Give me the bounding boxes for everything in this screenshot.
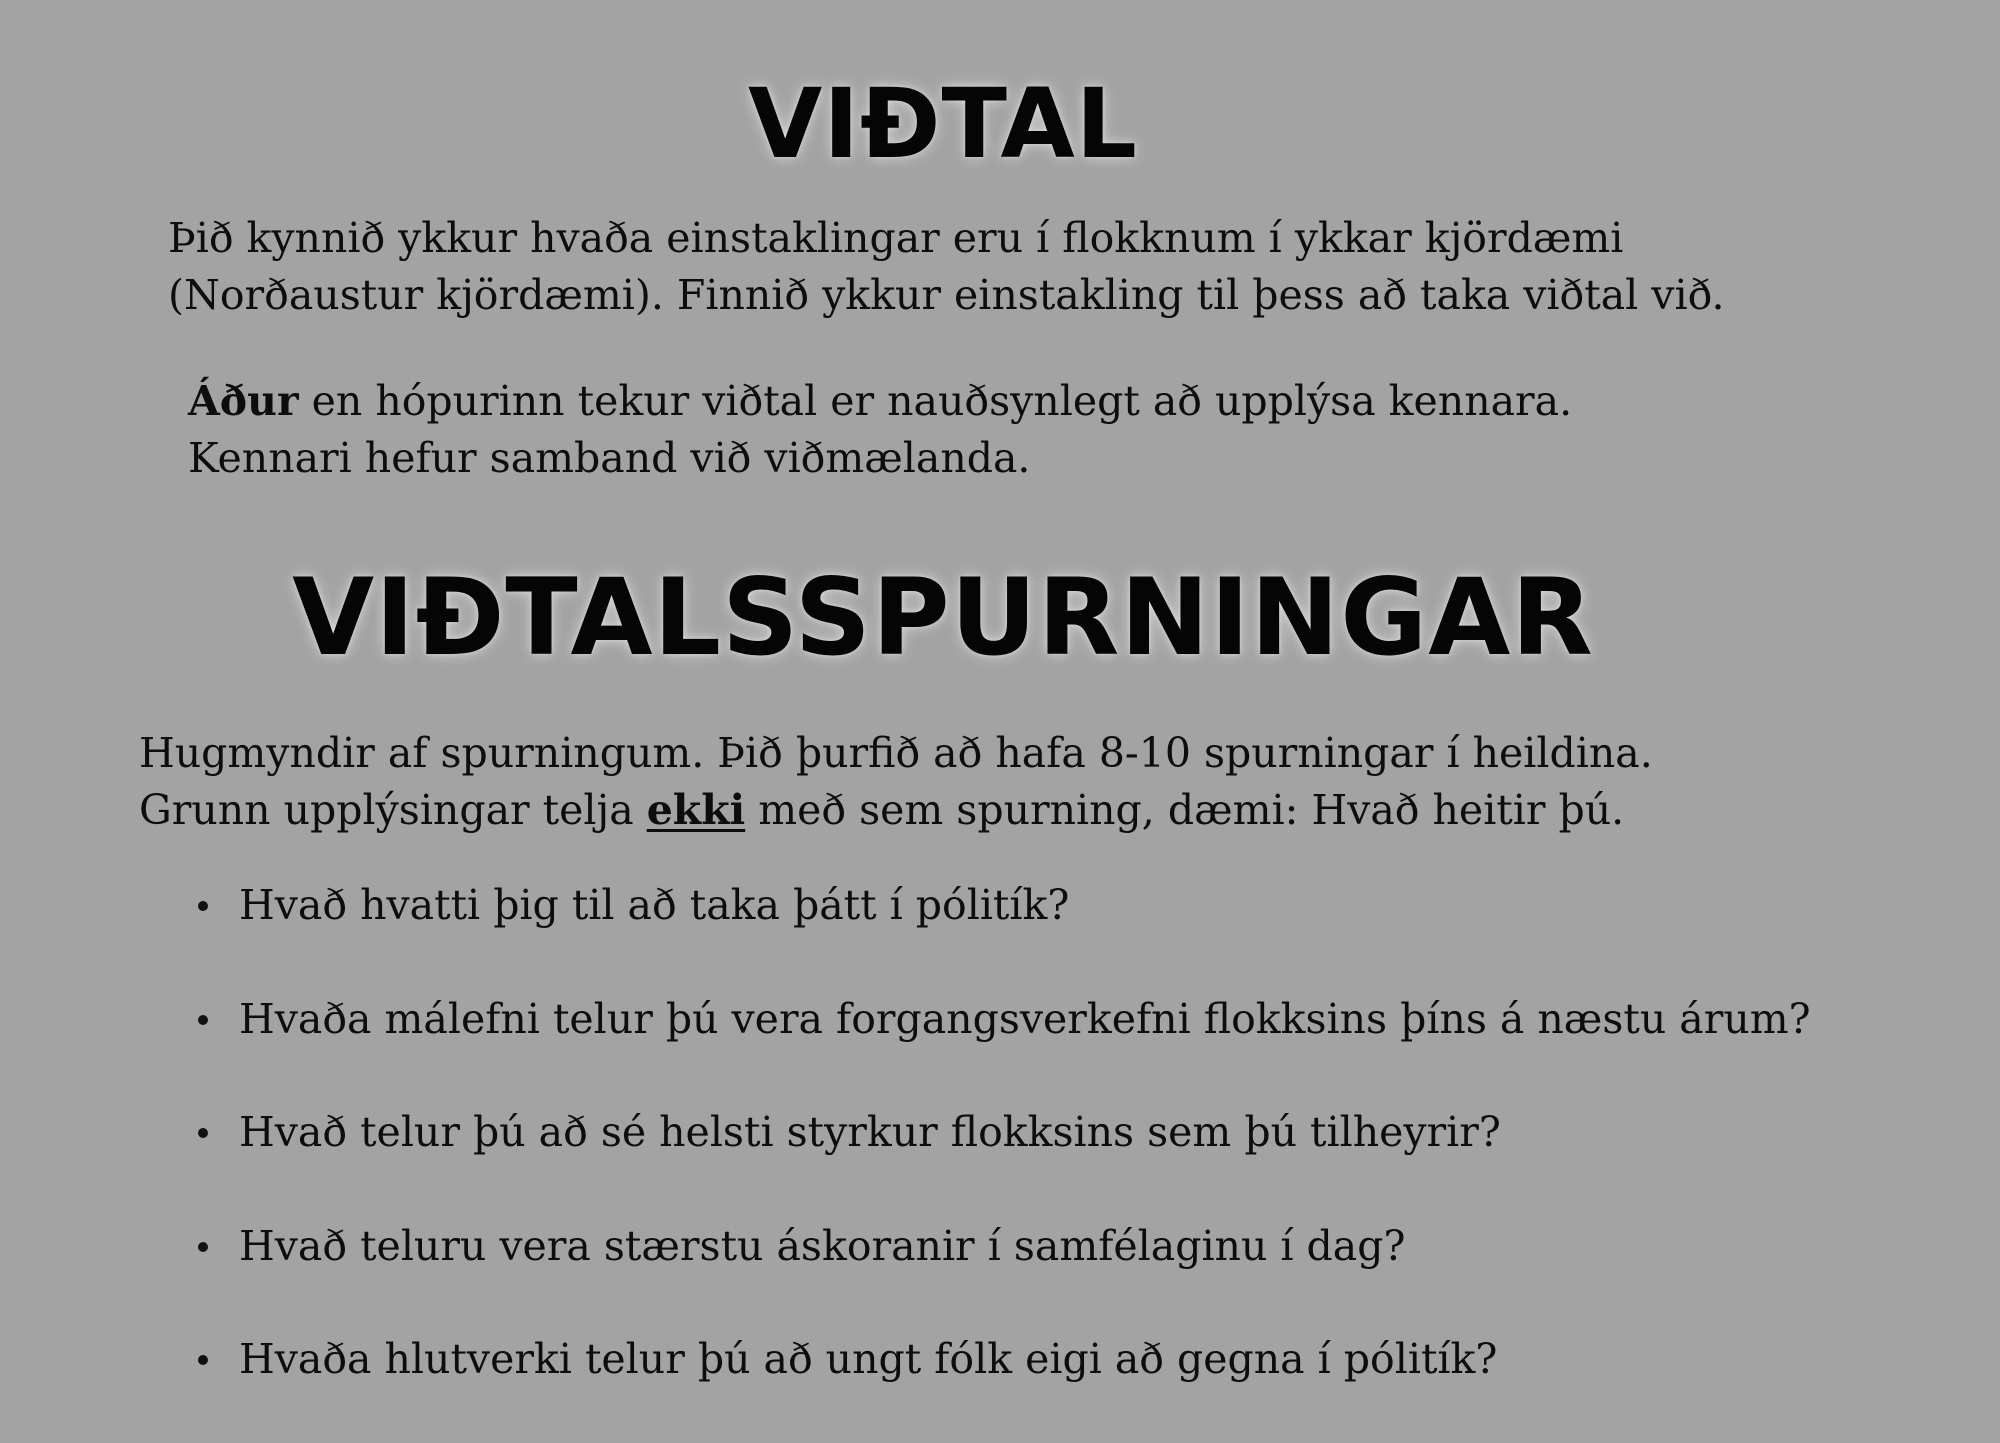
question-text: Hvaða hlutverki telur þú að ungt fólk eigi að gegna í pólitík?	[239, 1335, 1498, 1383]
questions-intro-emphasis: ekki	[646, 786, 746, 834]
bullet-icon	[198, 1242, 208, 1252]
questions-intro-paragraph	[139, 725, 1653, 839]
bullet-icon	[198, 1128, 208, 1138]
question-text: Hvað teluru vera stærstu áskoranir í samfélaginu í dag?	[239, 1221, 1406, 1270]
bullet-icon	[198, 1355, 208, 1365]
questions-intro-line-2-after: með sem spurning, dæmi: Hvað heitir þú.	[745, 786, 1625, 834]
question-list	[190, 875, 1811, 1443]
notice-line-1-rest: en hópurinn tekur viðtal er nauðsynlegt að upplýsa kennara.	[298, 377, 1573, 425]
list-item	[190, 1216, 1811, 1330]
list-item	[190, 1102, 1811, 1216]
questions-intro-line-2-before: Grunn upplýsingar telja	[139, 786, 647, 834]
question-text: Hvaða málefni telur þú vera forgangsverkefni flokksins þíns á næstu árum?	[239, 994, 1811, 1043]
intro-paragraph	[168, 210, 1725, 324]
notice-bold-word: Áður	[188, 377, 299, 425]
question-text: Hvað telur þú að sé helsti styrkur flokksins sem þú tilheyrir?	[239, 1108, 1501, 1156]
bullet-icon	[198, 901, 208, 911]
page-title: VIÐTAL	[748, 68, 1138, 180]
intro-line-2: (Norðaustur kjördæmi). Finnið ykkur einstakling til þess að taka viðtal við.	[168, 271, 1725, 319]
notice-line-2: Kennari hefur samband við viðmælanda.	[188, 434, 1031, 482]
notice-paragraph	[188, 373, 1572, 487]
question-text: Hvað hvatti þig til að taka þátt í pólitík?	[239, 881, 1070, 929]
list-item	[190, 875, 1811, 989]
questions-intro-line-1: Hugmyndir af spurningum. Þið þurfið að hafa 8-10 spurningar í heildina.	[139, 729, 1653, 777]
list-item	[190, 989, 1811, 1103]
bullet-icon	[198, 1015, 208, 1025]
list-item	[190, 1329, 1811, 1443]
section-title: VIÐTALSSPURNINGAR	[292, 556, 1594, 679]
intro-line-1: Þið kynnið ykkur hvaða einstaklingar eru í flokknum í ykkar kjördæmi	[168, 214, 1624, 262]
